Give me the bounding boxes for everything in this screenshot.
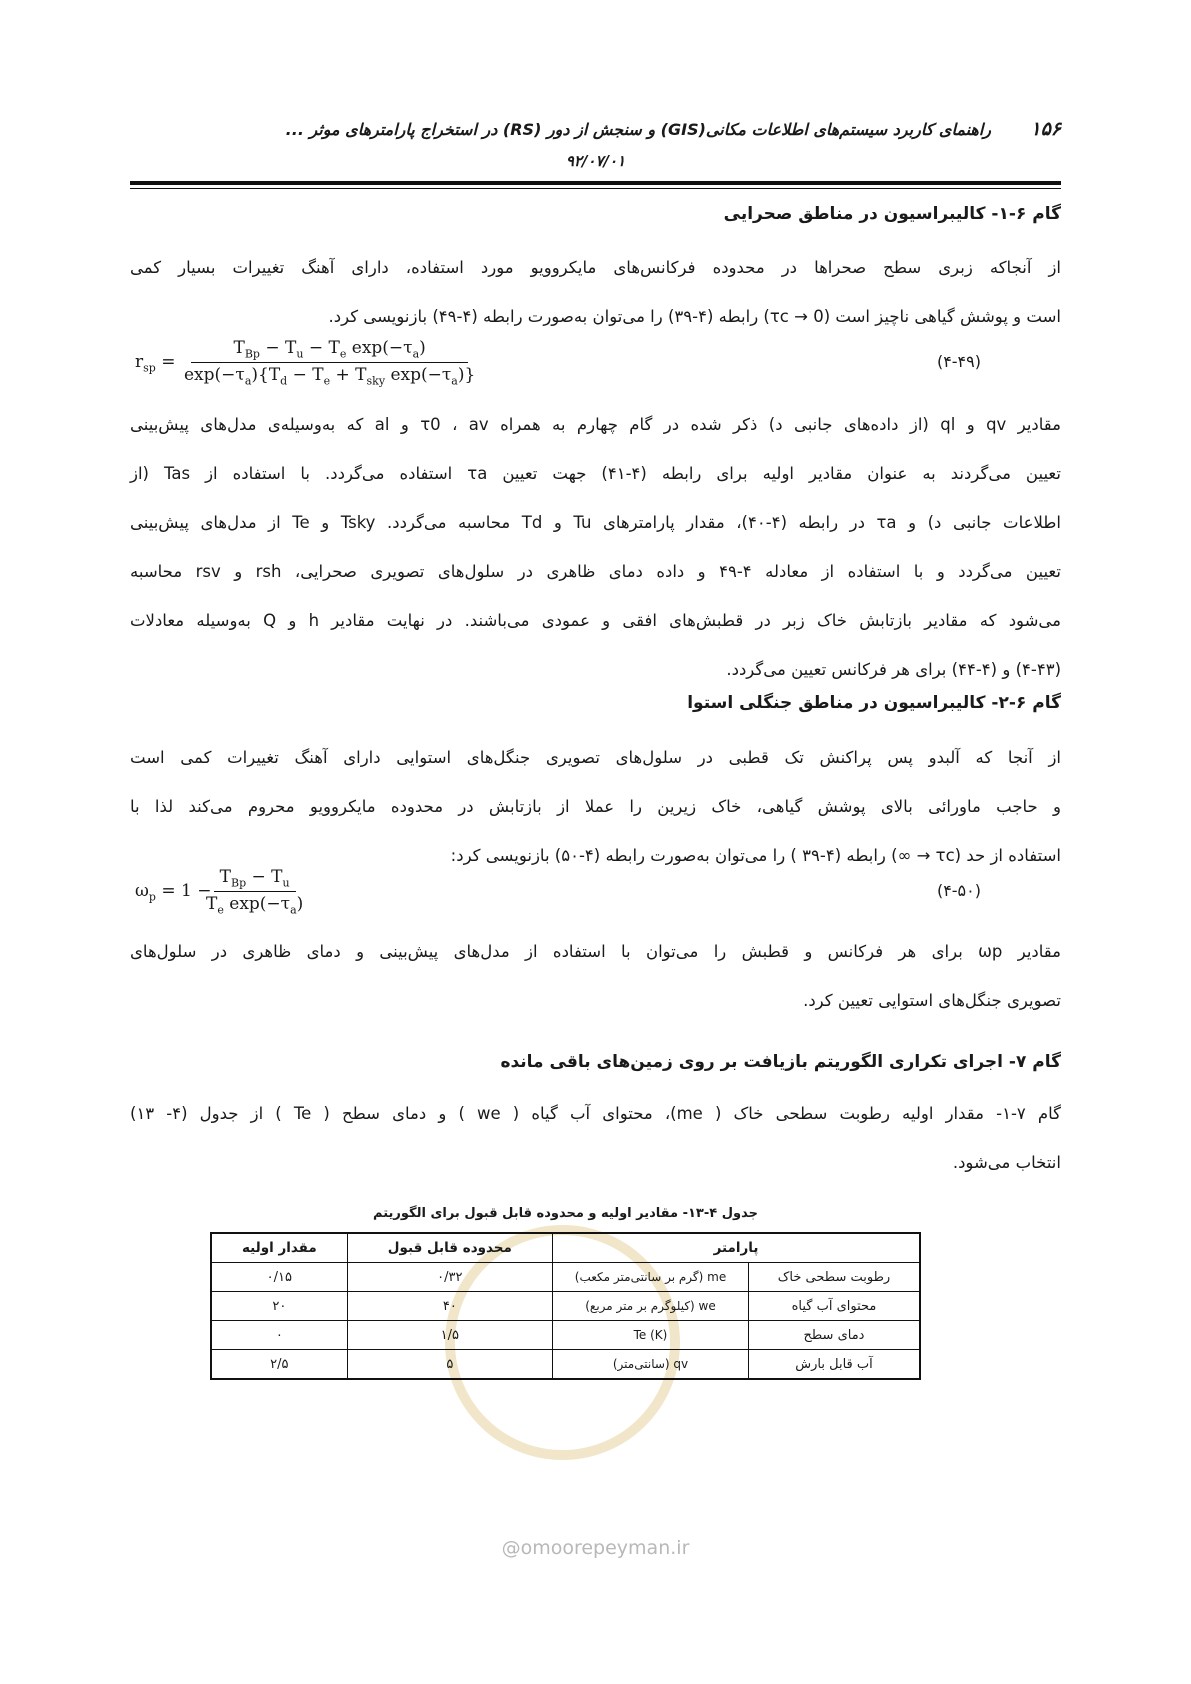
text-line: تعیین می‌گردد و با استفاده از معادله ۴-۴۹ و داده دمای ظاهری در سلول‌های تصویری صحرایی، rsh و rsv محاسبه xyxy=(130,562,1061,581)
paragraph-6-2-intro xyxy=(130,733,1061,880)
cell-parameter-name: رطوبت سطحی خاک xyxy=(749,1263,921,1292)
cell-parameter-name: آب قابل بارش xyxy=(749,1350,921,1380)
page-number: ۱۵۶ xyxy=(1030,118,1061,140)
cell-initial: ۲/۵ xyxy=(211,1350,347,1380)
text-line: تعیین می‌گردند به عنوان مقادیر اولیه برای رابطه (۴-۴۱) جهت تعیین τa استفاده می‌گردد. با استفاده از Tas (از xyxy=(130,464,1061,483)
equation-lhs: $\omega_p = 1$ − xyxy=(135,881,212,904)
running-title: راهنمای کاربرد سیستم‌های اطلاعات مکانی(GIS) و سنجش از دور (RS) در استخراج پارامترهای موثر ... xyxy=(285,120,991,139)
table-row xyxy=(211,1263,920,1292)
column-header-initial: مقدار اولیه xyxy=(211,1233,347,1263)
text-line: از آنجاکه زبری سطح صحراها در محدوده فرکانس‌های مایکروویو مورد استفاده، دارای آهنگ تغییرات بسیار کمی xyxy=(130,258,1061,277)
cell-initial: ۰/۱۵ xyxy=(211,1263,347,1292)
equation-fraction xyxy=(200,867,309,917)
paragraph-6-1-body xyxy=(130,400,1061,694)
cell-parameter-name: محتوای آب گیاه xyxy=(749,1292,921,1321)
header-rule xyxy=(130,181,1061,185)
table-row xyxy=(211,1350,920,1380)
equation-fraction xyxy=(178,338,481,388)
heading-step-6-1: گام ۶-۱- کالیبراسیون در مناطق صحرایی xyxy=(723,204,1061,224)
text-line: (۴-۴۳) و (۴-۴۴) برای هر فرکانس تعیین می‌گردد. xyxy=(726,660,1061,679)
table-header-row xyxy=(211,1233,920,1263)
cell-parameter-symbol: we (کیلوگرم بر متر مربع) xyxy=(553,1292,749,1321)
text-line: اطلاعات جانبی د) و τa در رابطه (۴-۴۰)، مقدار پارامترهای Tu و Td محاسبه می‌گردد. Tsky و Te از مدل‌های پیش‌بینی xyxy=(130,513,1062,532)
paragraph-6-1-intro xyxy=(130,243,1061,341)
equation-numerator: $T_{Bp} - T_u$ xyxy=(214,867,296,892)
equation-denominator: $\exp(-\tau_a)\{T_d - T_e + T_{sky}$ $\exp(-\tau_a)$} xyxy=(184,365,476,388)
text-line: است و پوشش گیاهی ناچیز است (τc → 0) رابطه (۴-۳۹) را می‌توان به‌صورت رابطه (۴-۴۹) بازنویسی کرد. xyxy=(328,307,1061,326)
column-header-parameter: پارامتر xyxy=(553,1233,921,1263)
header-rule-thin xyxy=(130,188,1061,189)
equation-number: (۴-۵۰) xyxy=(936,881,981,900)
text-line: می‌شود که مقادیر بازتابش خاک زبر در قطبش‌های افقی و عمودی می‌باشند. در نهایت مقادیر h و Q به‌وسیله معادلات xyxy=(130,611,1061,630)
equation-denominator: $T_e$ $\exp(-\tau_a)$ xyxy=(206,894,304,917)
cell-parameter-symbol: qv (سانتی‌متر) xyxy=(553,1350,749,1380)
column-header-range: محدوده قابل قبول xyxy=(347,1233,552,1263)
text-line: انتخاب می‌شود. xyxy=(952,1153,1061,1172)
cell-parameter-name: دمای سطح xyxy=(749,1321,921,1350)
text-line: مقادیر ωp برای هر فرکانس و قطبش را می‌توان با استفاده از مدل‌های پیش‌بینی و دمای ظاهری در سلول‌های xyxy=(130,942,1061,961)
equation-numerator: $T_{Bp} - T_u - T_e$ $\exp(-\tau_a)$ xyxy=(191,338,468,363)
text-line: مقادیر qv و ql (از داده‌های جانبی د) ذکر شده در گام چهارم به همراه τ0 ، av و al که به‌وسیله‌ی مدل‌های پیش‌بینی xyxy=(130,415,1061,434)
heading-step-6-2: گام ۶-۲- کالیبراسیون در مناطق جنگلی استوا xyxy=(687,693,1061,713)
watermark-url: @omoorepeyman.ir xyxy=(501,1537,690,1559)
text-line: از آنجا که آلبدو پس پراکنش تک قطبی در سلول‌های تصویری جنگل‌های استوایی دارای آهنگ تغییرات کمی است xyxy=(130,748,1061,767)
paragraph-step-7-1 xyxy=(130,1089,1061,1187)
table-row xyxy=(211,1321,920,1350)
equation-number: (۴-۴۹) xyxy=(936,352,981,371)
equation-lhs: $r_{sp}$ = xyxy=(135,352,176,375)
table-caption: جدول ۴-۱۳- مقادیر اولیه و محدوده قابل قبول برای الگوریتم xyxy=(373,1206,758,1221)
cell-range: ۱/۵ xyxy=(347,1321,552,1350)
heading-step-7: گام ۷- اجرای تکراری الگوریتم بازیافت بر روی زمین‌های باقی مانده xyxy=(500,1052,1061,1072)
cell-range: ۵ xyxy=(347,1350,552,1380)
cell-range: ۴۰ xyxy=(347,1292,552,1321)
header-date: ۹۲/۰۷/۰۱ xyxy=(565,152,626,170)
cell-range: ۰/۳۲ xyxy=(347,1263,552,1292)
table-row xyxy=(211,1292,920,1321)
cell-parameter-symbol: Te (K) xyxy=(553,1321,749,1350)
text-line: و حاجب ماورائی بالای پوشش گیاهی، خاک زیرین را عملا از بازتابش در محدوده مایکروویو محروم می‌کند لذا با xyxy=(130,797,1061,816)
paragraph-6-2-body xyxy=(130,927,1061,1025)
cell-parameter-symbol: me (گرم بر سانتی‌متر مکعب) xyxy=(553,1263,749,1292)
text-line: استفاده از حد (τc → ∞) رابطه (۴-۳۹ ) را می‌توان به‌صورت رابطه (۴-۵۰) بازنویسی کرد: xyxy=(450,846,1061,865)
text-line: تصویری جنگل‌های استوایی تعیین کرد. xyxy=(803,991,1061,1010)
text-line: گام ۷-۱- مقدار اولیه رطوبت سطحی خاک ( me)، محتوای آب گیاه ( we ) و دمای سطح ( Te ) از جدول (۴- ۱۳) xyxy=(130,1104,1062,1123)
cell-initial: ۰ xyxy=(211,1321,347,1350)
cell-initial: ۲۰ xyxy=(211,1292,347,1321)
parameters-table xyxy=(210,1232,921,1380)
